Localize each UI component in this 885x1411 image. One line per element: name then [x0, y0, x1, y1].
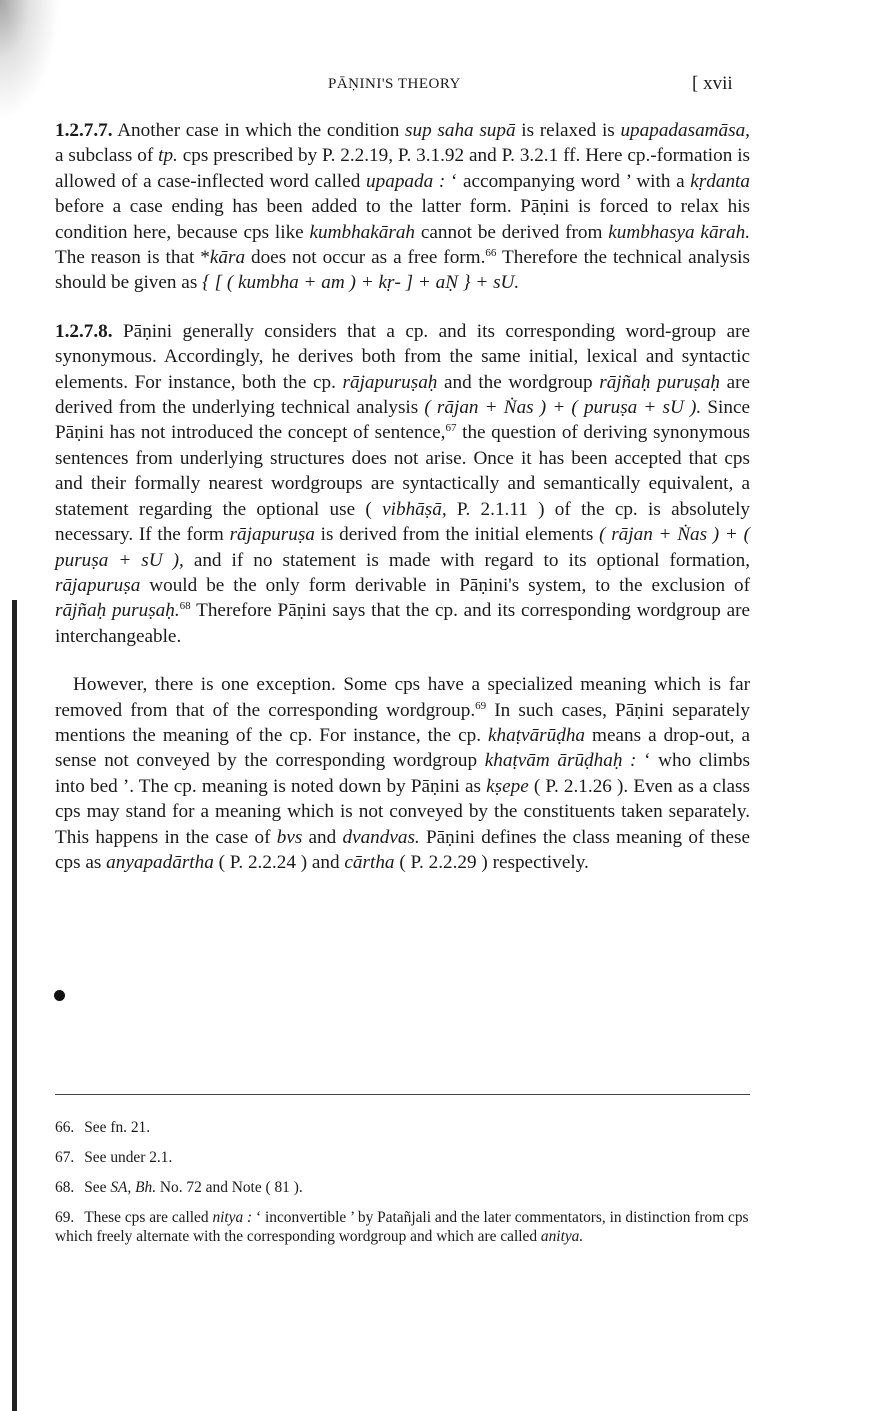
italic-text: dvandvas. [342, 826, 420, 848]
italic-text: ( rājan + Ṅas ) + ( puruṣa + sU ). [424, 397, 702, 419]
text-run: ( P. 2.1.26 ). Even as a class cps may stand for a meaning which is not conveyed by the constituents taken separately. This happens in the case of [55, 775, 750, 848]
italic-text: anyapadārtha [106, 851, 214, 873]
italic-text: tp. [158, 145, 178, 167]
paragraph [55, 672, 750, 875]
text-run: means a drop-out, a sense not conveyed by the corresponding wordgroup [55, 724, 751, 772]
footnote-ref: 69 [475, 699, 487, 712]
text-run: cps prescribed by P. 2.2.19, P. 3.1.92 and P. 3.2.1 ff. Here cp.-formation is allowed of a case-inflected word called [55, 145, 750, 192]
italic-text: vibhāṣā, [382, 498, 447, 520]
italic-text: ( rājan + Ṅas ) + ( puruṣa + sU ), [55, 524, 750, 571]
text-run: ( P. 2.2.24 ) and [213, 851, 345, 873]
italic-text: kṛdanta [690, 170, 750, 192]
italic-text: upapadasamāsa, [620, 120, 750, 141]
page-header [0, 73, 885, 100]
italic-text: nitya : [212, 1209, 253, 1226]
text-run: These cps are called [84, 1209, 213, 1226]
italic-text: cārtha [344, 851, 395, 873]
text-run: Pāṇini generally considers that a cp. and its corresponding word-group are synonymous. Accordingly, he derives both from the same initial, lexical and syntactic elements. For instance, both the cp. [55, 320, 750, 393]
text-run: However, there is one exception. Some cps have a specialized meaning which is far removed from that of the corresponding wordgroup. [55, 674, 750, 721]
text-run: are derived from the underlying technical analysis [55, 371, 750, 419]
paragraph [55, 319, 750, 649]
footnote-ref: 66 [485, 247, 497, 260]
text-run: and [302, 826, 343, 848]
footnote-number: 67. [55, 1149, 75, 1166]
footnote [55, 1178, 750, 1197]
italic-text: upapada : [366, 170, 446, 192]
body-text [55, 118, 750, 898]
italic-text: rājapuruṣa [55, 574, 141, 596]
text-run: In such cases, Pāṇini separately mentions the meaning of the cp. For instance, the cp. [55, 699, 750, 746]
footnote-number: 66. [55, 1119, 75, 1136]
text-run: and if no statement is made with regard to its optional formation, [183, 549, 750, 571]
page-number: [ xvii [692, 73, 733, 94]
text-run: Therefore Pāṇini says that the cp. and its corresponding wordgroup are interchangeable. [55, 600, 751, 647]
italic-text: rājapuruṣaḥ [342, 371, 438, 393]
italic-text: khaṭvārūḍha [488, 724, 586, 746]
text-run: P. 2.1.11 ) of the cp. is absolutely necessary. If the form [55, 498, 750, 546]
text-run: cannot be derived from [415, 221, 609, 243]
italic-text: rājñaḥ puruṣaḥ. [55, 600, 180, 622]
text-run: and the wordgroup [437, 371, 600, 393]
text-run: ( P. 2.2.29 ) respectively. [394, 851, 589, 873]
text-run: is derived from the initial elements [314, 524, 600, 546]
text-run: Another case in which the condition [117, 120, 406, 141]
section-number: 1.2.7.7. [55, 120, 113, 141]
text-run: ‘ accompanying word ’ with a [445, 170, 691, 192]
text-run: is relaxed is [515, 120, 621, 141]
italic-text: SA, Bh. [110, 1179, 157, 1196]
italic-text: anitya. [540, 1228, 584, 1245]
text-run: would be the only form derivable in Pāṇini's system, to the exclusion of [140, 574, 750, 596]
italic-text: rājapuruṣa [229, 524, 315, 546]
footnote-rule [55, 1094, 750, 1095]
text-run: ‘ who climbs into bed ’. The cp. meaning is noted down by Pāṇini as [55, 750, 750, 797]
paragraph [55, 118, 750, 296]
scan-edge-bar [12, 600, 17, 1411]
footnote-number: 68. [55, 1179, 75, 1196]
footnote [55, 1118, 750, 1137]
text-run: Since Pāṇini has not introduced the concept of sentence, [55, 397, 750, 444]
text-run: does not occur as a free form. [245, 247, 486, 269]
italic-text: bvs [276, 826, 303, 848]
text-run: before a case ending has been added to the latter form. Pāṇini is forced to relax his condition here, because cps like [55, 196, 750, 243]
bullet-mark [54, 990, 65, 1001]
text-run: See under 2.1. [84, 1149, 173, 1166]
italic-text: kumbhasya kārah. [608, 221, 750, 243]
text-run: No. 72 and Note ( 81 ). [156, 1179, 303, 1196]
text-run: Pāṇini defines the class meaning of these cps as [55, 826, 750, 873]
text-run: Therefore the technical analysis should be given as [55, 247, 750, 294]
italic-text: khaṭvām ārūḍhaḥ : [484, 750, 637, 772]
footnote [55, 1208, 750, 1246]
text-run: ‘ inconvertible ’ by Patañjali and the later commentators, in distinction from cps which freely alternate with the corresponding wordgroup and which are called [55, 1209, 749, 1245]
scan-shadow [0, 0, 60, 120]
text-run: a subclass of [55, 145, 159, 167]
footnote-number: 69. [55, 1209, 75, 1226]
footnote-ref: 68 [179, 600, 191, 613]
running-head: PĀṆINI'S THEORY [328, 76, 461, 92]
text-run: the question of deriving synonymous sentences from underlying structures does not arise. Once it has been accepted that cps and their formally nearest wordgroups are syntactically and semantically equivalent, a statement regarding the optional use ( [55, 422, 750, 520]
italic-text: rājñaḥ puruṣaḥ [599, 371, 720, 393]
italic-text: kṣepe [486, 775, 529, 797]
italic-text: kāra [209, 247, 246, 269]
footnote-ref: 67 [445, 422, 457, 435]
text-run: See fn. 21. [84, 1119, 151, 1136]
footnote [55, 1148, 750, 1167]
footnotes [55, 1118, 750, 1257]
italic-text: kumbhakārah [309, 221, 416, 243]
section-number: 1.2.7.8. [55, 320, 113, 342]
text-run: The reason is that * [55, 247, 210, 269]
italic-text: { [ ( kumbha + am ) + kṛ- ] + aṆ } + sU. [202, 272, 520, 294]
text-run: See [84, 1179, 111, 1196]
italic-text: sup saha supā [405, 120, 516, 141]
